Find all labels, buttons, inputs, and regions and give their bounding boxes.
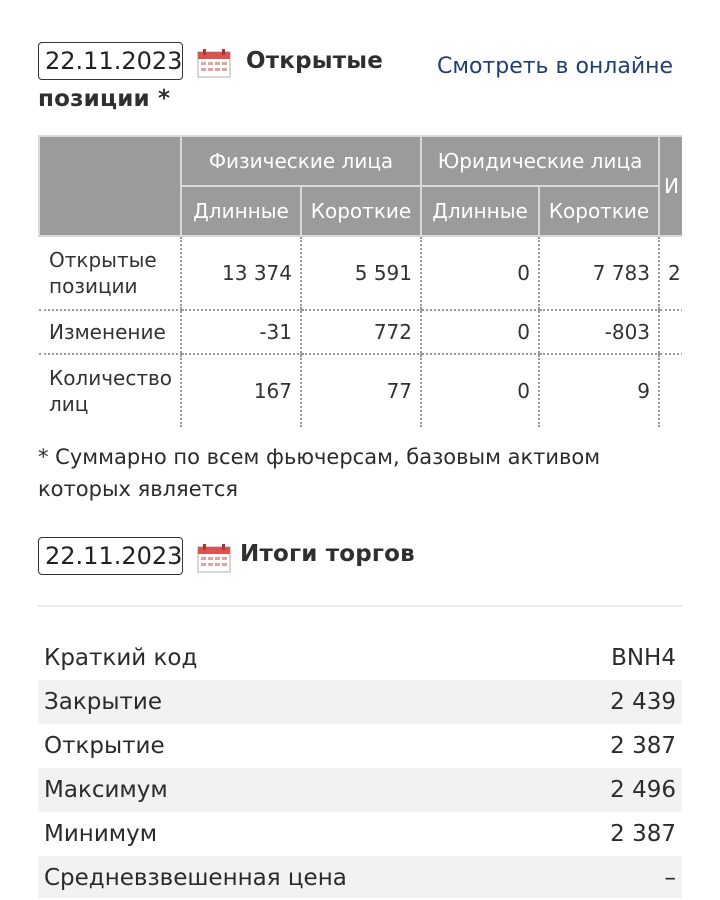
sub-header-short: Короткие — [301, 186, 421, 236]
table-cell: 0 — [421, 236, 539, 310]
summary-row — [38, 724, 682, 768]
table-cell: 7 783 — [539, 236, 659, 310]
calendar-icon[interactable] — [197, 543, 231, 573]
summary-value: 2 439 — [610, 689, 676, 715]
table-row — [39, 310, 682, 354]
positions-title-line1: Открытые — [246, 48, 384, 74]
positions-title-line2: позиции * — [38, 86, 171, 112]
summary-row — [38, 680, 682, 724]
table-cell: 0 — [421, 310, 539, 354]
summary-row — [38, 856, 682, 898]
table-cell: -803 — [539, 310, 659, 354]
footnote: * Суммарно по всем фьючерсам, базовым активом которых является — [38, 445, 601, 501]
table-cell: 13 374 — [181, 236, 301, 310]
group-header-individuals: Физические лица — [181, 136, 421, 186]
table-cell: 772 — [301, 310, 421, 354]
table-row — [39, 354, 682, 427]
positions-date-input[interactable]: 22.11.2023 — [38, 42, 183, 80]
summary-value: 2 387 — [610, 821, 676, 847]
table-cell: 9 — [539, 354, 659, 427]
table-cell: -31 — [181, 310, 301, 354]
table-cell: 5 591 — [301, 236, 421, 310]
row-label: Изменение — [39, 310, 181, 354]
summary-value: – — [664, 865, 676, 891]
summary-row — [38, 636, 682, 680]
row-label: Открытые позиции — [39, 236, 181, 310]
group-header-legal-entities: Юридические лица — [421, 136, 659, 186]
table-cell: 0 — [421, 354, 539, 427]
summary-row — [38, 768, 682, 812]
summary-value: BNH4 — [611, 645, 676, 671]
sub-header-short: Короткие — [539, 186, 659, 236]
sub-header-long: Длинные — [421, 186, 539, 236]
divider — [38, 605, 682, 607]
summary-label: Закрытие — [44, 689, 162, 715]
summary-label: Средневзвешенная цена — [44, 865, 347, 891]
summary-label: Краткий код — [44, 645, 198, 671]
open-positions-table — [38, 135, 682, 430]
sub-header-long: Длинные — [181, 186, 301, 236]
table-cell: 2 — [659, 236, 682, 310]
table-cell — [659, 310, 682, 354]
summary-label: Минимум — [44, 821, 158, 847]
table-cell — [659, 354, 682, 427]
summary-value: 2 387 — [610, 733, 676, 759]
trading-title: Итоги торгов — [240, 541, 415, 567]
table-corner-header — [39, 136, 181, 236]
summary-label: Открытие — [44, 733, 165, 759]
trading-date-input[interactable]: 22.11.2023 — [38, 537, 183, 575]
row-label: Количество лиц — [49, 366, 173, 416]
summary-row — [38, 812, 682, 856]
table-row — [39, 236, 682, 310]
table-cell: 77 — [301, 354, 421, 427]
calendar-icon[interactable] — [197, 48, 231, 78]
summary-label: Максимум — [44, 777, 168, 803]
group-header-total: И — [659, 136, 682, 236]
table-cell: 167 — [181, 354, 301, 427]
summary-value: 2 496 — [610, 777, 676, 803]
watch-online-link[interactable]: Смотреть в онлайне — [437, 54, 674, 79]
